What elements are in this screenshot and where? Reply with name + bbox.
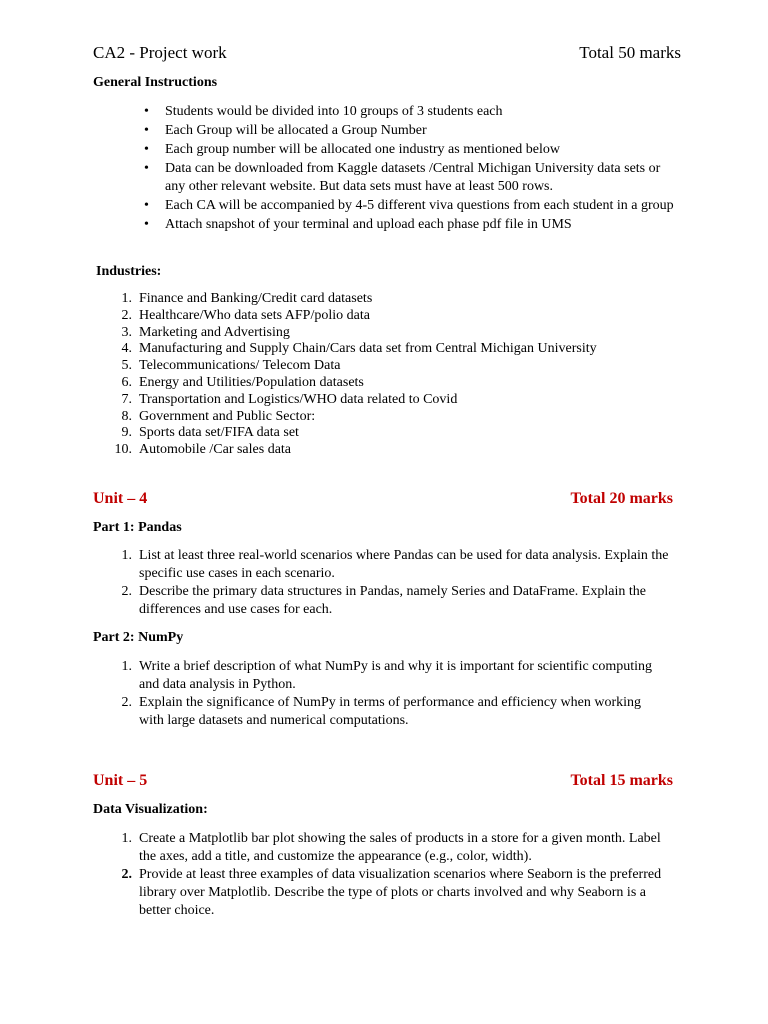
list-item: • Students would be divided into 10 groups of 3 students each	[144, 104, 503, 119]
bullet-icon: •	[144, 104, 149, 119]
document-header	[93, 43, 681, 63]
industries-list	[114, 291, 669, 459]
unit-5-title: Unit – 5	[93, 772, 148, 789]
list-item: 2. Provide at least three examples of data visualization scenarios where Seaborn is the preferred library over Matplotlib. Describe the type of plots or charts involved and why Seaborn is a better choice.	[121, 867, 662, 918]
list-item: • Attach snapshot of your terminal and upload each phase pdf file in UMS	[144, 217, 572, 232]
list-item: 1. List at least three real-world scenarios where Pandas can be used for data analysis. Explain the specific use cases in each scenario.	[121, 548, 669, 581]
data-visualization-list	[121, 830, 669, 920]
part-1-heading: Part 1: Pandas	[93, 520, 182, 535]
list-item: 2. Explain the significance of NumPy in terms of performance and efficiency when working with large datasets and numerical computations.	[121, 695, 642, 728]
general-instructions-list	[144, 103, 675, 235]
list-item: • Data can be downloaded from Kaggle datasets /Central Michigan University data sets or any other relevant website. But data sets must have at least 500 rows.	[144, 161, 661, 194]
unit-4-title: Unit – 4	[93, 490, 148, 507]
list-item: • Each CA will be accompanied by 4-5 different viva questions from each student in a group	[144, 198, 674, 213]
list-item: 2. Describe the primary data structures in Pandas, namely Series and DataFrame. Explain the differences and use cases for each.	[121, 584, 646, 617]
data-visualization-heading: Data Visualization:	[93, 802, 208, 817]
industries-heading: Industries:	[96, 264, 162, 279]
list-item: 5. Telecommunications/ Telecom Data	[121, 358, 341, 374]
part-2-list	[121, 658, 669, 730]
list-item: 4. Manufacturing and Supply Chain/Cars data set from Central Michigan University	[121, 341, 597, 357]
bullet-icon: •	[144, 161, 149, 176]
part-1-list	[121, 547, 669, 619]
list-item: 3. Marketing and Advertising	[121, 324, 290, 340]
list-item: 6. Energy and Utilities/Population datasets	[121, 374, 364, 390]
list-item: 1. Finance and Banking/Credit card datasets	[121, 291, 373, 306]
bullet-icon: •	[144, 123, 149, 138]
document-title: CA2 - Project work	[93, 43, 227, 62]
total-marks: Total 50 marks	[579, 43, 681, 62]
list-item: 8. Government and Public Sector:	[121, 408, 316, 424]
list-item: 9. Sports data set/FIFA data set	[121, 425, 299, 441]
unit-5-header	[93, 772, 673, 790]
list-item: • Each group number will be allocated one industry as mentioned below	[144, 142, 561, 157]
list-item: • Each Group will be allocated a Group Number	[144, 123, 427, 138]
general-instructions-heading: General Instructions	[93, 75, 218, 90]
list-item: 1. Write a brief description of what NumPy is and why it is important for scientific computing and data analysis in Python.	[121, 659, 653, 692]
unit-4-header	[93, 490, 673, 508]
list-item: 1. Create a Matplotlib bar plot showing the sales of products in a store for a given month. Label the axes, add a title, and customize the appearance (e.g., color, width).	[121, 831, 661, 864]
unit-4-total: Total 20 marks	[570, 490, 673, 507]
list-item: 7. Transportation and Logistics/WHO data related to Covid	[121, 391, 458, 407]
unit-5-total: Total 15 marks	[570, 772, 673, 789]
bullet-icon: •	[144, 142, 149, 157]
bullet-icon: •	[144, 198, 149, 213]
list-item: 2. Healthcare/Who data sets AFP/polio data	[121, 307, 370, 323]
list-item: 10. Automobile /Car sales data	[114, 442, 292, 458]
part-2-heading: Part 2: NumPy	[93, 630, 184, 645]
bullet-icon: •	[144, 217, 149, 232]
